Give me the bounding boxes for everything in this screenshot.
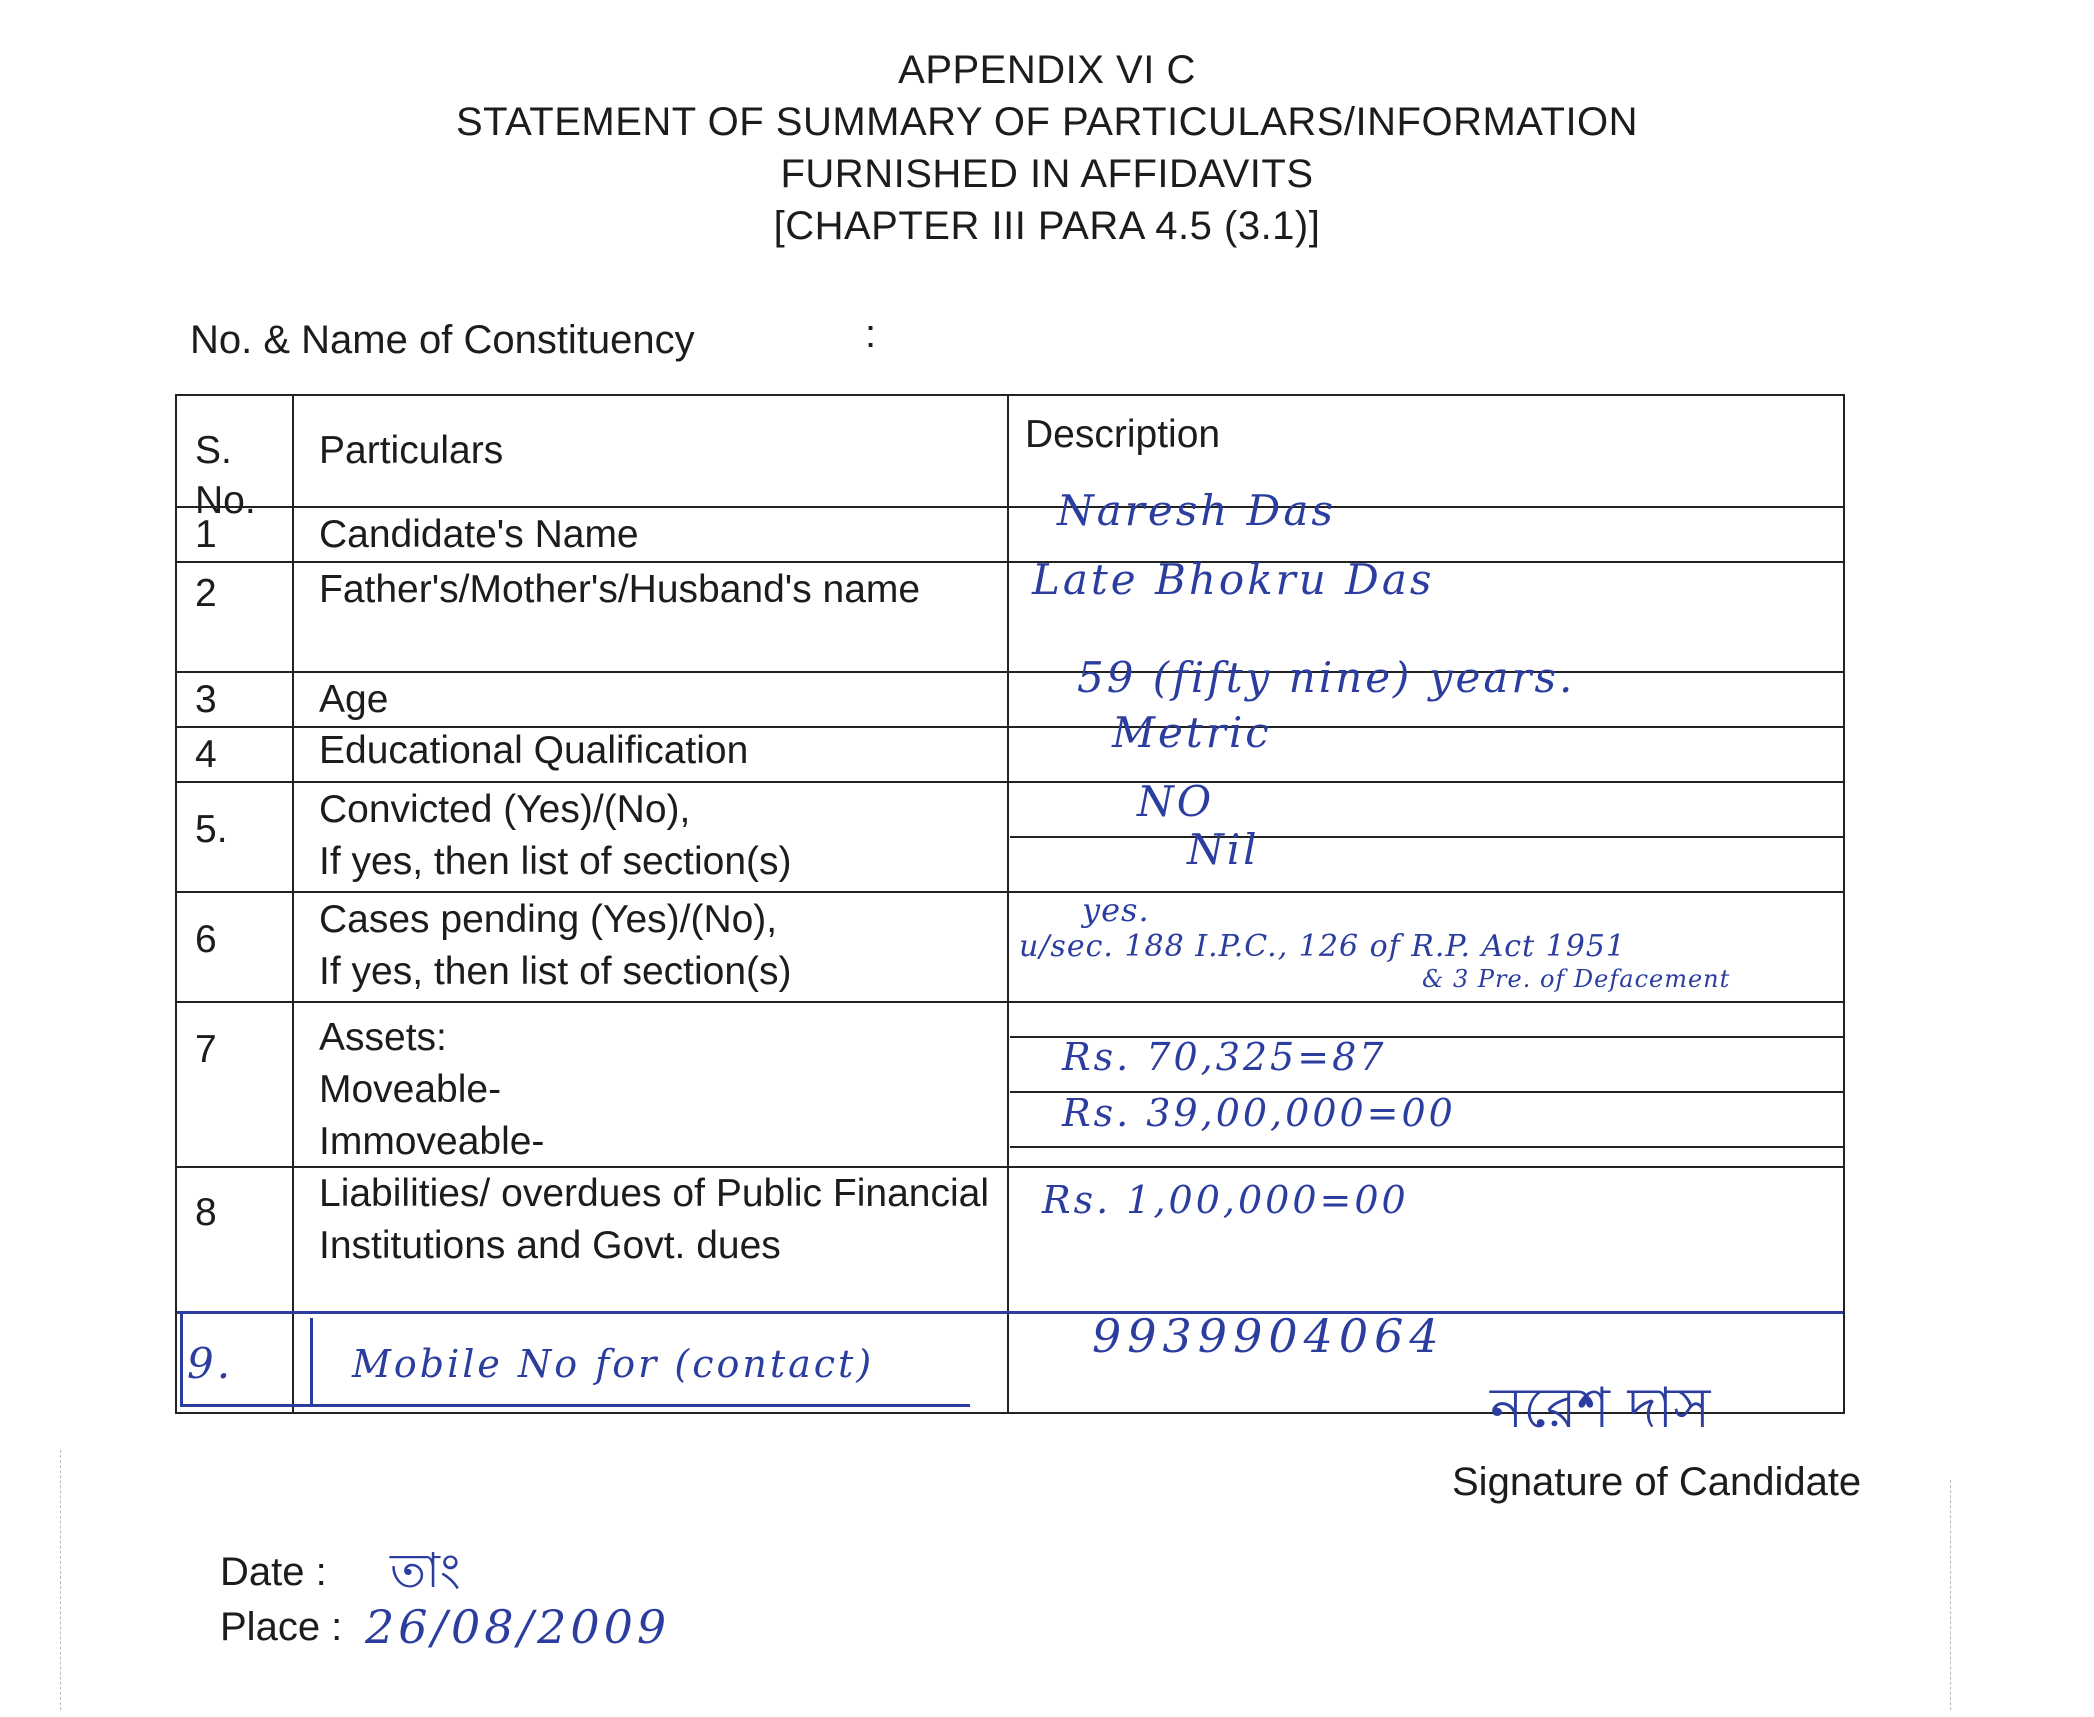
heading-line-3: FURNISHED IN AFFIDAVITS — [780, 152, 1314, 196]
row-sno: 4 — [195, 733, 217, 776]
cases-sections-value: u/sec. 188 I.P.C., 126 of R.P. Act 1951 — [1019, 929, 1626, 964]
table-row — [177, 1001, 1843, 1166]
header-sno: S. No. — [195, 429, 256, 522]
liabilities-value: Rs. 1,00,000=00 — [1042, 1178, 1409, 1222]
document-heading — [0, 44, 2094, 252]
table-row — [177, 777, 1843, 891]
row-particulars: Father's/Mother's/Husband's name — [319, 568, 921, 611]
table-row — [177, 653, 1843, 726]
row-particulars-line1: Assets: — [319, 1016, 447, 1059]
signature-label: Signature of Candidate — [1452, 1460, 1862, 1504]
handwritten-left-border — [180, 1312, 183, 1406]
row-particulars-line3: Immoveable- — [319, 1120, 545, 1163]
header-particulars: Particulars — [319, 429, 504, 472]
row-sno: 7 — [195, 1028, 217, 1071]
row-particulars-line1: Convicted (Yes)/(No), — [319, 788, 691, 831]
place-value: 26/08/2009 — [365, 1600, 671, 1654]
education-value: Metric — [1112, 708, 1272, 757]
row-particulars: Age — [319, 678, 389, 721]
age-value: 59 (fifty nine) years. — [1077, 653, 1576, 702]
row-particulars-line2: If yes, then list of section(s) — [319, 840, 792, 883]
convicted-sections-value: Nil — [1187, 825, 1260, 874]
constituency-colon: : — [865, 312, 877, 356]
table-row — [177, 486, 1843, 561]
row-particulars: Mobile No for (contact) — [352, 1342, 875, 1386]
parent-name-value: Late Bhokru Das — [1032, 555, 1435, 604]
immoveable-assets-value: Rs. 39,00,000=00 — [1062, 1091, 1456, 1135]
moveable-assets-value: Rs. 70,325=87 — [1062, 1035, 1387, 1079]
row-sno: 1 — [195, 513, 217, 556]
constituency-label: No. & Name of Constituency — [190, 318, 695, 362]
table-row — [177, 891, 1843, 1001]
table-row — [177, 1166, 1843, 1311]
row-sno: 6 — [195, 918, 217, 961]
row-subdivider — [1010, 1146, 1843, 1148]
row-sno: 9. — [187, 1339, 234, 1388]
row-sno: 5. — [195, 808, 228, 851]
handwritten-divider — [310, 1318, 313, 1406]
handwritten-bottom-border — [180, 1404, 970, 1407]
row-subdivider — [1010, 836, 1843, 838]
cases-pending-value: yes. — [1082, 891, 1150, 929]
date-label: Date : — [220, 1550, 327, 1594]
row-particulars-line1: Cases pending (Yes)/(No), — [319, 898, 778, 941]
row-particulars-line2: If yes, then list of section(s) — [319, 950, 792, 993]
table-row — [177, 555, 1843, 671]
heading-line-1: APPENDIX VI C — [898, 48, 1196, 92]
row-sno: 3 — [195, 678, 217, 721]
convicted-value: NO — [1137, 777, 1215, 826]
row-sno: 8 — [195, 1191, 217, 1234]
row-particulars-line2: Moveable- — [319, 1068, 502, 1111]
table-row — [177, 708, 1843, 781]
row-sno: 2 — [195, 572, 217, 615]
scan-margin-line — [60, 1450, 61, 1710]
row-particulars: Liabilities/ overdues of Public Financial Institutions and Govt. dues — [319, 1172, 989, 1267]
mobile-number-value: 9939904064 — [1092, 1309, 1445, 1363]
date-value: তাং — [390, 1543, 461, 1599]
row-particulars: Candidate's Name — [319, 513, 639, 556]
scan-margin-line — [1950, 1480, 1951, 1710]
cases-sections-value-2: & 3 Pre. of Defacement — [1422, 965, 1731, 993]
particulars-table — [175, 394, 1845, 1414]
candidate-name-value: Naresh Das — [1057, 486, 1336, 535]
place-label: Place : — [220, 1605, 343, 1649]
heading-line-4: [CHAPTER III PARA 4.5 (3.1)] — [773, 204, 1321, 248]
header-description: Description — [1025, 413, 1221, 456]
candidate-signature: নরেশ দাস — [1490, 1376, 1711, 1441]
heading-line-2: STATEMENT OF SUMMARY OF PARTICULARS/INFORMATION — [455, 100, 1639, 144]
row-particulars: Educational Qualification — [319, 729, 749, 772]
